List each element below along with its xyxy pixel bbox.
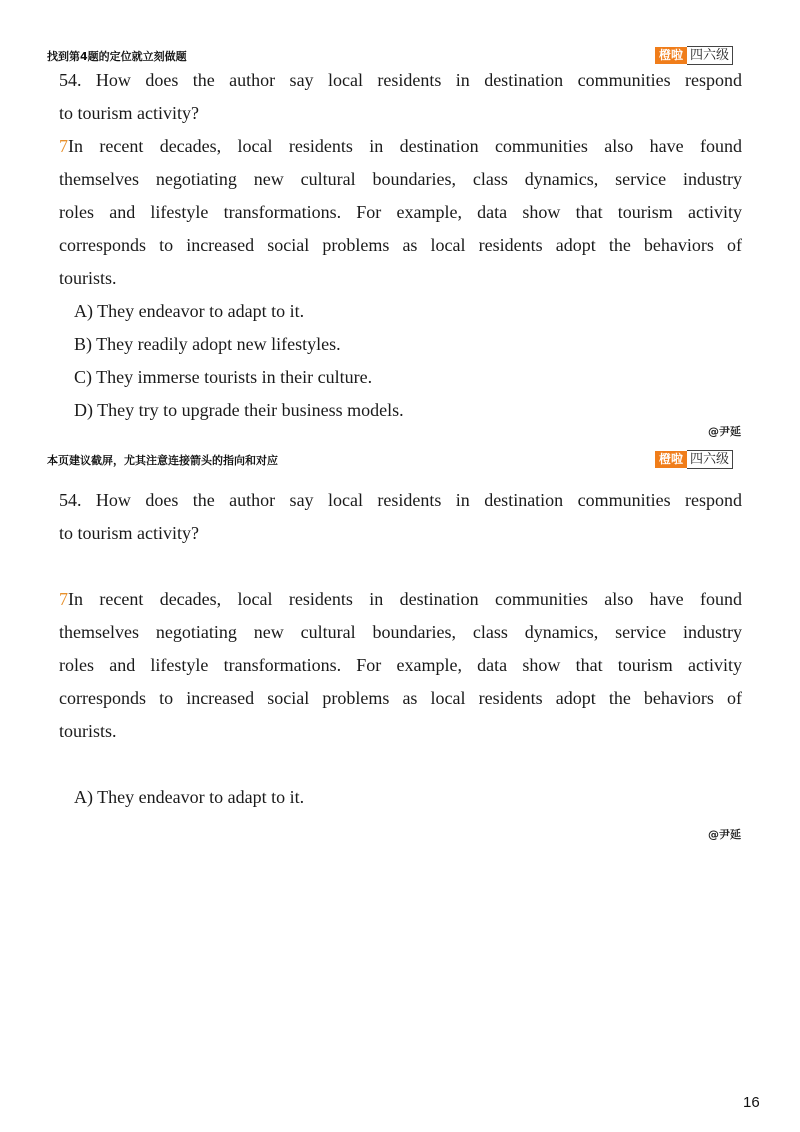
paragraph-line-4: corresponds to increased social problems as local residents adopt the behaviors of bbox=[59, 235, 742, 255]
paragraph-line-3: roles and lifestyle transformations. For example, data show that tourism activity bbox=[59, 202, 742, 222]
signature: @尹延 bbox=[708, 425, 741, 438]
paragraph-line-3: roles and lifestyle transformations. For example, data show that tourism activity bbox=[59, 655, 742, 675]
paragraph-number: 7 bbox=[59, 589, 68, 609]
paragraph-number: 7 bbox=[59, 136, 68, 156]
option-a: A) They endeavor to adapt to it. bbox=[74, 787, 305, 807]
paragraph-line-4: corresponds to increased social problems as local residents adopt the behaviors of bbox=[59, 688, 742, 708]
brand-level: 四六级 bbox=[687, 46, 733, 65]
brand-name: 橙啦 bbox=[655, 47, 687, 64]
section1-note: 找到第4题的定位就立刻做题 bbox=[47, 50, 187, 63]
option-d: D) They try to upgrade their business models. bbox=[74, 400, 404, 420]
signature: @尹延 bbox=[708, 828, 741, 841]
page-number: 16 bbox=[743, 1094, 760, 1111]
question-line-2: to tourism activity? bbox=[59, 523, 199, 543]
option-b: B) They readily adopt new lifestyles. bbox=[74, 334, 341, 354]
paragraph-text: In recent decades, local residents in destination communities also have found bbox=[68, 589, 742, 609]
section2-note: 本页建议截屏，尤其注意连接箭头的指向和对应 bbox=[47, 454, 278, 467]
paragraph-line-5: tourists. bbox=[59, 721, 117, 741]
brand-name: 橙啦 bbox=[655, 451, 687, 468]
paragraph-line-1 bbox=[59, 583, 742, 616]
option-c: C) They immerse tourists in their culture. bbox=[74, 367, 373, 387]
paragraph-line-2: themselves negotiating new cultural boundaries, class dynamics, service industry bbox=[59, 622, 742, 642]
paragraph-line-5: tourists. bbox=[59, 268, 117, 288]
question-line-1: 54. How does the author say local residents in destination communities respond bbox=[59, 70, 742, 90]
paragraph-line-1 bbox=[59, 130, 742, 163]
option-a: A) They endeavor to adapt to it. bbox=[74, 301, 305, 321]
paragraph-text: In recent decades, local residents in destination communities also have found bbox=[68, 136, 742, 156]
brand-logo bbox=[655, 46, 733, 64]
brand-level: 四六级 bbox=[687, 450, 733, 469]
brand-logo bbox=[655, 450, 733, 468]
question-line-2: to tourism activity? bbox=[59, 103, 199, 123]
question-line-1: 54. How does the author say local residents in destination communities respond bbox=[59, 490, 742, 510]
paragraph-line-2: themselves negotiating new cultural boundaries, class dynamics, service industry bbox=[59, 169, 742, 189]
